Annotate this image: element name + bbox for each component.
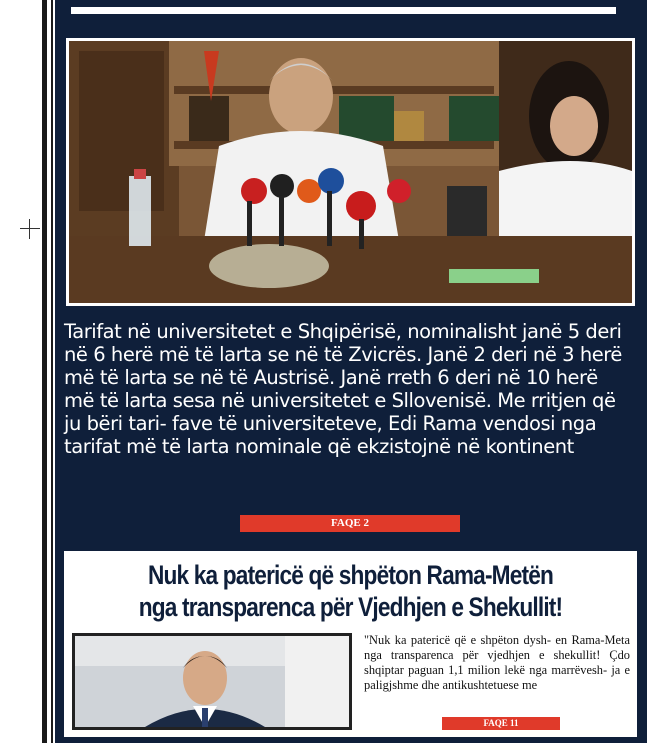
secondary-excerpt: "Nuk ka patericë që e shpëton dysh- en Rama-Meta nga transparenca për vjedhjen e shekullit! Çdo shqiptar paguan 1,1 milion lekë nga marrëvesh- ja e paligjshme dhe antikushtetuese me: [364, 633, 630, 692]
page-reference-badge-2[interactable]: FAQE 11: [442, 717, 560, 730]
column-rule-thick: [42, 0, 47, 743]
press-conference-illustration: [69, 41, 632, 303]
lead-paragraph: Tarifat në universitetet e Shqipërisë, nominalisht janë 5 deri në 6 herë më të larta se në të Zvicrës. Janë 2 deri në 3 herë më të larta se në të Austrisë. Janë rreth 6 deri në 10 herë më të larta sesa në universitetet e Sllovenisë. Me rritjen që ju bëri tari- fave të universiteteve, Edi Rama vendosi nga tarifat më të larta nominale që ekzistojnë në kontinent: [64, 320, 622, 458]
portrait-illustration: [75, 636, 349, 727]
newspaper-panel: [55, 0, 647, 743]
secondary-article-box: [64, 551, 637, 737]
top-divider-bar: [71, 7, 616, 14]
headline-line-2: nga transparenca për Vjedhjen e Shekullit!: [138, 592, 563, 622]
secondary-headline: [110, 559, 591, 623]
politician-portrait: [72, 633, 352, 730]
headline-line-1: Nuk ka patericë që shpëton Rama-Metën: [147, 560, 554, 590]
column-rule-thin: [51, 0, 53, 743]
press-conference-photo: [66, 38, 635, 306]
crop-mark: [20, 219, 40, 239]
page-reference-badge[interactable]: FAQE 2: [240, 515, 460, 532]
